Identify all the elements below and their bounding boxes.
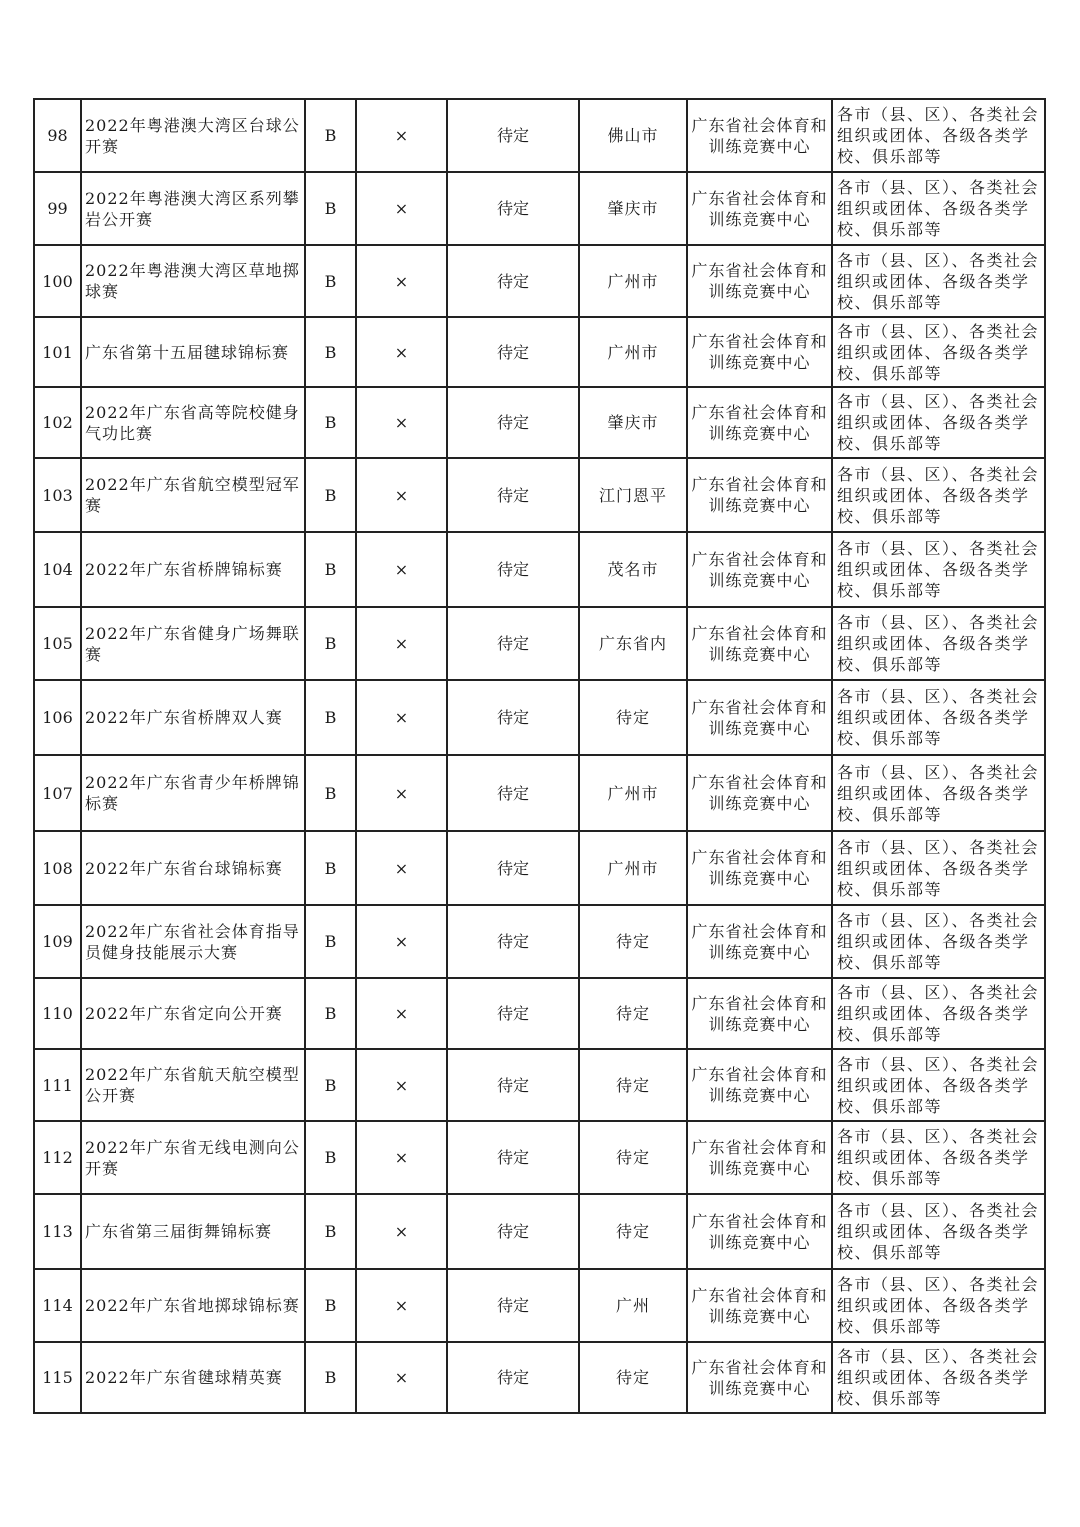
event-level: B: [305, 1194, 356, 1269]
organizer: 广东省社会体育和训练竞赛中心: [687, 978, 832, 1049]
participants: 各市（县、区）、各类社会组织或团体、各级各类学校、俱乐部等: [832, 1194, 1045, 1269]
event-time: 待定: [447, 1049, 579, 1121]
event-time: 待定: [447, 458, 579, 532]
event-place: 待定: [579, 1049, 687, 1121]
event-place: 待定: [579, 978, 687, 1049]
participants: 各市（县、区）、各类社会组织或团体、各级各类学校、俱乐部等: [832, 978, 1045, 1049]
event-level: B: [305, 1121, 356, 1194]
organizer: 广东省社会体育和训练竞赛中心: [687, 680, 832, 755]
table-row: [34, 1269, 1045, 1342]
event-name: 2022年广东省地掷球锦标赛: [81, 1269, 305, 1342]
event-level: B: [305, 458, 356, 532]
participants: 各市（县、区）、各类社会组织或团体、各级各类学校、俱乐部等: [832, 1049, 1045, 1121]
event-name: 2022年广东省台球锦标赛: [81, 831, 305, 905]
organizer: 广东省社会体育和训练竞赛中心: [687, 99, 832, 172]
event-name: 2022年广东省高等院校健身气功比赛: [81, 387, 305, 458]
event-time: 待定: [447, 1269, 579, 1342]
event-name: 2022年粤港澳大湾区草地掷球赛: [81, 245, 305, 317]
row-number: 99: [34, 172, 81, 245]
participants: 各市（县、区）、各类社会组织或团体、各级各类学校、俱乐部等: [832, 99, 1045, 172]
participants: 各市（县、区）、各类社会组织或团体、各级各类学校、俱乐部等: [832, 532, 1045, 607]
event-time: 待定: [447, 680, 579, 755]
event-level: B: [305, 1342, 356, 1413]
cross-mark: ×: [356, 245, 447, 317]
row-number: 105: [34, 607, 81, 680]
event-level: B: [305, 245, 356, 317]
cross-mark: ×: [356, 458, 447, 532]
event-place: 肇庆市: [579, 387, 687, 458]
table-row: [34, 755, 1045, 831]
participants: 各市（县、区）、各类社会组织或团体、各级各类学校、俱乐部等: [832, 317, 1045, 387]
participants: 各市（县、区）、各类社会组织或团体、各级各类学校、俱乐部等: [832, 458, 1045, 532]
organizer: 广东省社会体育和训练竞赛中心: [687, 831, 832, 905]
cross-mark: ×: [356, 1194, 447, 1269]
event-place: 待定: [579, 1121, 687, 1194]
row-number: 115: [34, 1342, 81, 1413]
event-level: B: [305, 978, 356, 1049]
event-place: 广州市: [579, 831, 687, 905]
event-name: 2022年广东省无线电测向公开赛: [81, 1121, 305, 1194]
event-name: 2022年广东省健身广场舞联赛: [81, 607, 305, 680]
table-row: [34, 387, 1045, 458]
table-row: [34, 99, 1045, 172]
row-number: 113: [34, 1194, 81, 1269]
row-number: 100: [34, 245, 81, 317]
event-place: 待定: [579, 905, 687, 978]
cross-mark: ×: [356, 755, 447, 831]
organizer: 广东省社会体育和训练竞赛中心: [687, 1269, 832, 1342]
organizer: 广东省社会体育和训练竞赛中心: [687, 1121, 832, 1194]
organizer: 广东省社会体育和训练竞赛中心: [687, 532, 832, 607]
participants: 各市（县、区）、各类社会组织或团体、各级各类学校、俱乐部等: [832, 1342, 1045, 1413]
event-place: 待定: [579, 680, 687, 755]
organizer: 广东省社会体育和训练竞赛中心: [687, 245, 832, 317]
row-number: 106: [34, 680, 81, 755]
table-row: [34, 978, 1045, 1049]
event-time: 待定: [447, 905, 579, 978]
participants: 各市（县、区）、各类社会组织或团体、各级各类学校、俱乐部等: [832, 755, 1045, 831]
event-level: B: [305, 607, 356, 680]
organizer: 广东省社会体育和训练竞赛中心: [687, 458, 832, 532]
event-place: 茂名市: [579, 532, 687, 607]
event-name: 2022年广东省青少年桥牌锦标赛: [81, 755, 305, 831]
event-place: 江门恩平: [579, 458, 687, 532]
event-level: B: [305, 905, 356, 978]
participants: 各市（县、区）、各类社会组织或团体、各级各类学校、俱乐部等: [832, 172, 1045, 245]
cross-mark: ×: [356, 317, 447, 387]
event-time: 待定: [447, 172, 579, 245]
event-level: B: [305, 172, 356, 245]
table-row: [34, 831, 1045, 905]
cross-mark: ×: [356, 831, 447, 905]
organizer: 广东省社会体育和训练竞赛中心: [687, 387, 832, 458]
event-time: 待定: [447, 387, 579, 458]
event-time: 待定: [447, 831, 579, 905]
event-name: 2022年广东省航天航空模型公开赛: [81, 1049, 305, 1121]
organizer: 广东省社会体育和训练竞赛中心: [687, 1342, 832, 1413]
table-row: [34, 1121, 1045, 1194]
event-level: B: [305, 317, 356, 387]
event-level: B: [305, 532, 356, 607]
table-row: [34, 1342, 1045, 1413]
event-name: 2022年广东省毽球精英赛: [81, 1342, 305, 1413]
event-level: B: [305, 755, 356, 831]
participants: 各市（县、区）、各类社会组织或团体、各级各类学校、俱乐部等: [832, 680, 1045, 755]
event-time: 待定: [447, 99, 579, 172]
cross-mark: ×: [356, 172, 447, 245]
event-name: 2022年粤港澳大湾区台球公开赛: [81, 99, 305, 172]
event-level: B: [305, 1049, 356, 1121]
table-row: [34, 680, 1045, 755]
event-name: 2022年广东省定向公开赛: [81, 978, 305, 1049]
event-time: 待定: [447, 532, 579, 607]
event-level: B: [305, 99, 356, 172]
table-row: [34, 905, 1045, 978]
event-name: 2022年广东省社会体育指导员健身技能展示大赛: [81, 905, 305, 978]
participants: 各市（县、区）、各类社会组织或团体、各级各类学校、俱乐部等: [832, 1269, 1045, 1342]
organizer: 广东省社会体育和训练竞赛中心: [687, 905, 832, 978]
event-name: 2022年广东省桥牌双人赛: [81, 680, 305, 755]
table-row: [34, 172, 1045, 245]
event-name: 2022年广东省航空模型冠军赛: [81, 458, 305, 532]
event-time: 待定: [447, 607, 579, 680]
row-number: 112: [34, 1121, 81, 1194]
organizer: 广东省社会体育和训练竞赛中心: [687, 1194, 832, 1269]
cross-mark: ×: [356, 1269, 447, 1342]
event-time: 待定: [447, 317, 579, 387]
table-row: [34, 458, 1045, 532]
event-level: B: [305, 387, 356, 458]
row-number: 114: [34, 1269, 81, 1342]
event-time: 待定: [447, 1342, 579, 1413]
row-number: 102: [34, 387, 81, 458]
event-time: 待定: [447, 1121, 579, 1194]
event-time: 待定: [447, 245, 579, 317]
event-place: 广州市: [579, 317, 687, 387]
event-level: B: [305, 680, 356, 755]
event-place: 待定: [579, 1194, 687, 1269]
event-place: 广州: [579, 1269, 687, 1342]
table-row: [34, 532, 1045, 607]
event-place: 佛山市: [579, 99, 687, 172]
participants: 各市（县、区）、各类社会组织或团体、各级各类学校、俱乐部等: [832, 387, 1045, 458]
participants: 各市（县、区）、各类社会组织或团体、各级各类学校、俱乐部等: [832, 245, 1045, 317]
event-name: 2022年广东省桥牌锦标赛: [81, 532, 305, 607]
row-number: 103: [34, 458, 81, 532]
table-row: [34, 245, 1045, 317]
row-number: 98: [34, 99, 81, 172]
cross-mark: ×: [356, 99, 447, 172]
organizer: 广东省社会体育和训练竞赛中心: [687, 317, 832, 387]
cross-mark: ×: [356, 387, 447, 458]
row-number: 109: [34, 905, 81, 978]
table-row: [34, 607, 1045, 680]
event-place: 广东省内: [579, 607, 687, 680]
participants: 各市（县、区）、各类社会组织或团体、各级各类学校、俱乐部等: [832, 905, 1045, 978]
participants: 各市（县、区）、各类社会组织或团体、各级各类学校、俱乐部等: [832, 1121, 1045, 1194]
organizer: 广东省社会体育和训练竞赛中心: [687, 607, 832, 680]
events-table: [33, 98, 1046, 1414]
event-name: 广东省第十五届毽球锦标赛: [81, 317, 305, 387]
event-name: 广东省第三届街舞锦标赛: [81, 1194, 305, 1269]
row-number: 111: [34, 1049, 81, 1121]
organizer: 广东省社会体育和训练竞赛中心: [687, 755, 832, 831]
event-level: B: [305, 831, 356, 905]
cross-mark: ×: [356, 1342, 447, 1413]
table-row: [34, 1194, 1045, 1269]
cross-mark: ×: [356, 680, 447, 755]
cross-mark: ×: [356, 607, 447, 680]
event-place: 肇庆市: [579, 172, 687, 245]
cross-mark: ×: [356, 978, 447, 1049]
row-number: 110: [34, 978, 81, 1049]
cross-mark: ×: [356, 532, 447, 607]
row-number: 101: [34, 317, 81, 387]
organizer: 广东省社会体育和训练竞赛中心: [687, 172, 832, 245]
cross-mark: ×: [356, 1049, 447, 1121]
cross-mark: ×: [356, 1121, 447, 1194]
row-number: 108: [34, 831, 81, 905]
row-number: 107: [34, 755, 81, 831]
participants: 各市（县、区）、各类社会组织或团体、各级各类学校、俱乐部等: [832, 831, 1045, 905]
event-name: 2022年粤港澳大湾区系列攀岩公开赛: [81, 172, 305, 245]
row-number: 104: [34, 532, 81, 607]
event-level: B: [305, 1269, 356, 1342]
event-place: 广州市: [579, 245, 687, 317]
table-row: [34, 1049, 1045, 1121]
event-time: 待定: [447, 978, 579, 1049]
event-time: 待定: [447, 1194, 579, 1269]
table-body: [34, 99, 1045, 1413]
event-place: 待定: [579, 1342, 687, 1413]
cross-mark: ×: [356, 905, 447, 978]
participants: 各市（县、区）、各类社会组织或团体、各级各类学校、俱乐部等: [832, 607, 1045, 680]
event-time: 待定: [447, 755, 579, 831]
table-row: [34, 317, 1045, 387]
event-place: 广州市: [579, 755, 687, 831]
organizer: 广东省社会体育和训练竞赛中心: [687, 1049, 832, 1121]
